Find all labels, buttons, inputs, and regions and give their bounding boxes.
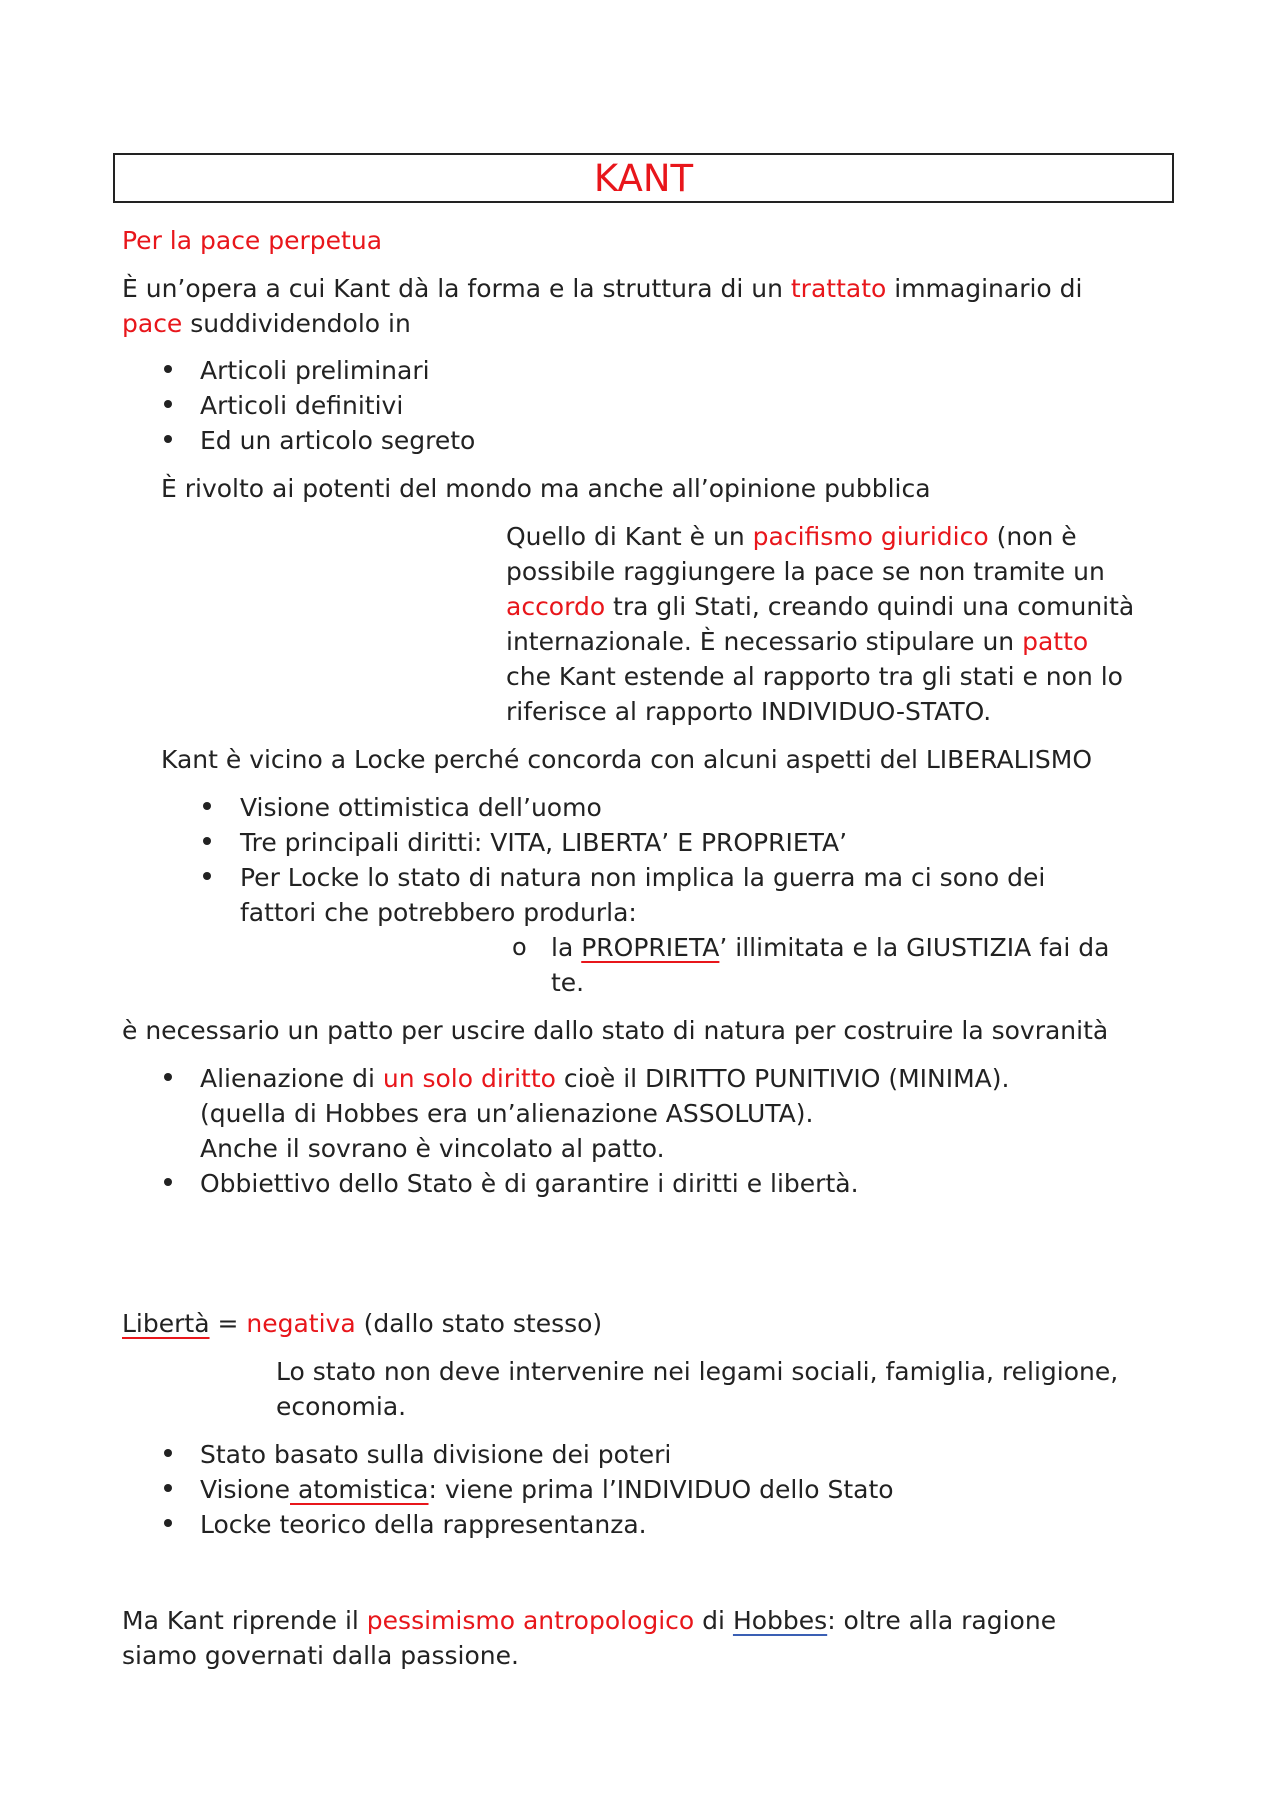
pacifism-line-6: riferisce al rapporto INDIVIDUO-STATO. <box>506 697 992 726</box>
keyword-accordo: accordo <box>506 592 606 621</box>
sub-bullet-marker: o <box>512 933 527 961</box>
keyword-trattato: trattato <box>790 274 887 303</box>
bullet-icon <box>164 1484 172 1492</box>
pacifism-line-1 <box>506 519 1077 554</box>
pact-intro: è necessario un patto per uscire dallo stato di natura per costruire la sovranità <box>122 1016 1109 1045</box>
underlined-atomistica: atomistica <box>290 1475 429 1504</box>
conclusion-text: Ma Kant riprende il <box>122 1606 367 1635</box>
underlined-proprieta: PROPRIETA <box>581 933 720 962</box>
locke-intro: Kant è vicino a Locke perché concorda con alcuni aspetti del LIBERALISMO <box>161 745 1093 774</box>
pacifism-line-4 <box>506 624 1088 659</box>
bullet-icon <box>164 400 172 408</box>
conclusion-text: di <box>694 1606 733 1635</box>
pact-text: cioè il DIRITTO PUNITIVIO (MINIMA). <box>555 1064 1010 1093</box>
intro-text: È un’opera a cui Kant dà la forma e la struttura di un <box>122 274 791 303</box>
bullet-icon <box>203 872 211 880</box>
intro-text: suddividendolo in <box>182 309 411 338</box>
page-title: KANT <box>593 157 694 200</box>
conclusion-line-2: siamo governati dalla passione. <box>122 1641 519 1670</box>
list-item-continuation: (quella di Hobbes era un’alienazione ASSOLUTA). <box>200 1099 814 1128</box>
sub-text: la <box>551 933 582 962</box>
keyword-negativa: negativa <box>246 1309 356 1338</box>
liberty-text: Visione <box>200 1475 290 1504</box>
list-item <box>200 1472 894 1507</box>
keyword-pessimismo: pessimismo antropologico <box>366 1606 695 1635</box>
conclusion-line-1 <box>122 1603 1056 1638</box>
list-item-continuation: fattori che potrebbero produrla: <box>240 898 637 927</box>
keyword-solo-diritto: un solo diritto <box>382 1064 556 1093</box>
sub-text: ’ illimitata e la GIUSTIZIA fai da <box>719 933 1110 962</box>
list-item: Visione ottimistica dell’uomo <box>240 793 602 822</box>
list-item: Articoli preliminari <box>200 356 430 385</box>
bullet-icon <box>164 435 172 443</box>
list-item: Obbiettivo dello Stato è di garantire i diritti e libertà. <box>200 1169 859 1198</box>
keyword-pacifismo: pacifismo giuridico <box>752 522 989 551</box>
list-item <box>200 1061 1009 1096</box>
liberty-text: : viene prima l’INDIVIDUO dello Stato <box>428 1475 894 1504</box>
equals-sign: = <box>209 1309 247 1338</box>
liberty-line <box>122 1306 602 1341</box>
intro-text: immaginario di <box>886 274 1083 303</box>
list-item-continuation: Anche il sovrano è vincolato al patto. <box>200 1134 665 1163</box>
pacifism-line-3 <box>506 589 1134 624</box>
pacifism-line-5: che Kant estende al rapporto tra gli stati e non lo <box>506 662 1123 691</box>
intro-line-2 <box>122 306 411 341</box>
conclusion-text: : oltre alla ragione <box>827 1606 1057 1635</box>
list-item: Locke teorico della rappresentanza. <box>200 1510 647 1539</box>
bullet-icon <box>164 365 172 373</box>
bullet-icon <box>164 1073 172 1081</box>
list-item: Tre principali diritti: VITA, LIBERTA’ E PROPRIETA’ <box>240 828 848 857</box>
keyword-patto: patto <box>1022 627 1089 656</box>
underlined-liberta: Libertà <box>122 1309 210 1338</box>
liberty-desc-2: economia. <box>276 1392 407 1421</box>
intro-line-1 <box>122 271 1083 306</box>
liberty-desc-1: Lo stato non deve intervenire nei legami sociali, famiglia, religione, <box>276 1357 1119 1386</box>
underlined-hobbes: Hobbes <box>732 1606 828 1635</box>
list-item: Per Locke lo stato di natura non implica la guerra ma ci sono dei <box>240 863 1046 892</box>
bullet-icon <box>164 1449 172 1457</box>
pacifism-text: Quello di Kant è un <box>506 522 753 551</box>
bullet-icon <box>203 802 211 810</box>
sub-list-item <box>551 930 1109 965</box>
list-item: Stato basato sulla divisione dei poteri <box>200 1440 672 1469</box>
keyword-pace: pace <box>122 309 183 338</box>
list-item: Articoli definitivi <box>200 391 404 420</box>
bullet-icon <box>164 1519 172 1527</box>
section-heading: Per la pace perpetua <box>122 226 383 255</box>
liberty-text: (dallo stato stesso) <box>355 1309 603 1338</box>
pacifism-text: internazionale. È necessario stipulare un <box>506 627 1023 656</box>
pact-text: Alienazione di <box>200 1064 383 1093</box>
pacifism-line-2: possibile raggiungere la pace se non tramite un <box>506 557 1105 586</box>
pacifism-text: tra gli Stati, creando quindi una comunità <box>605 592 1135 621</box>
addressed-text: È rivolto ai potenti del mondo ma anche all’opinione pubblica <box>161 474 931 503</box>
bullet-icon <box>203 837 211 845</box>
pacifism-text: (non è <box>988 522 1077 551</box>
sub-list-item-continuation: te. <box>551 968 585 997</box>
bullet-icon <box>164 1178 172 1186</box>
title-box <box>113 153 1174 203</box>
list-item: Ed un articolo segreto <box>200 426 476 455</box>
